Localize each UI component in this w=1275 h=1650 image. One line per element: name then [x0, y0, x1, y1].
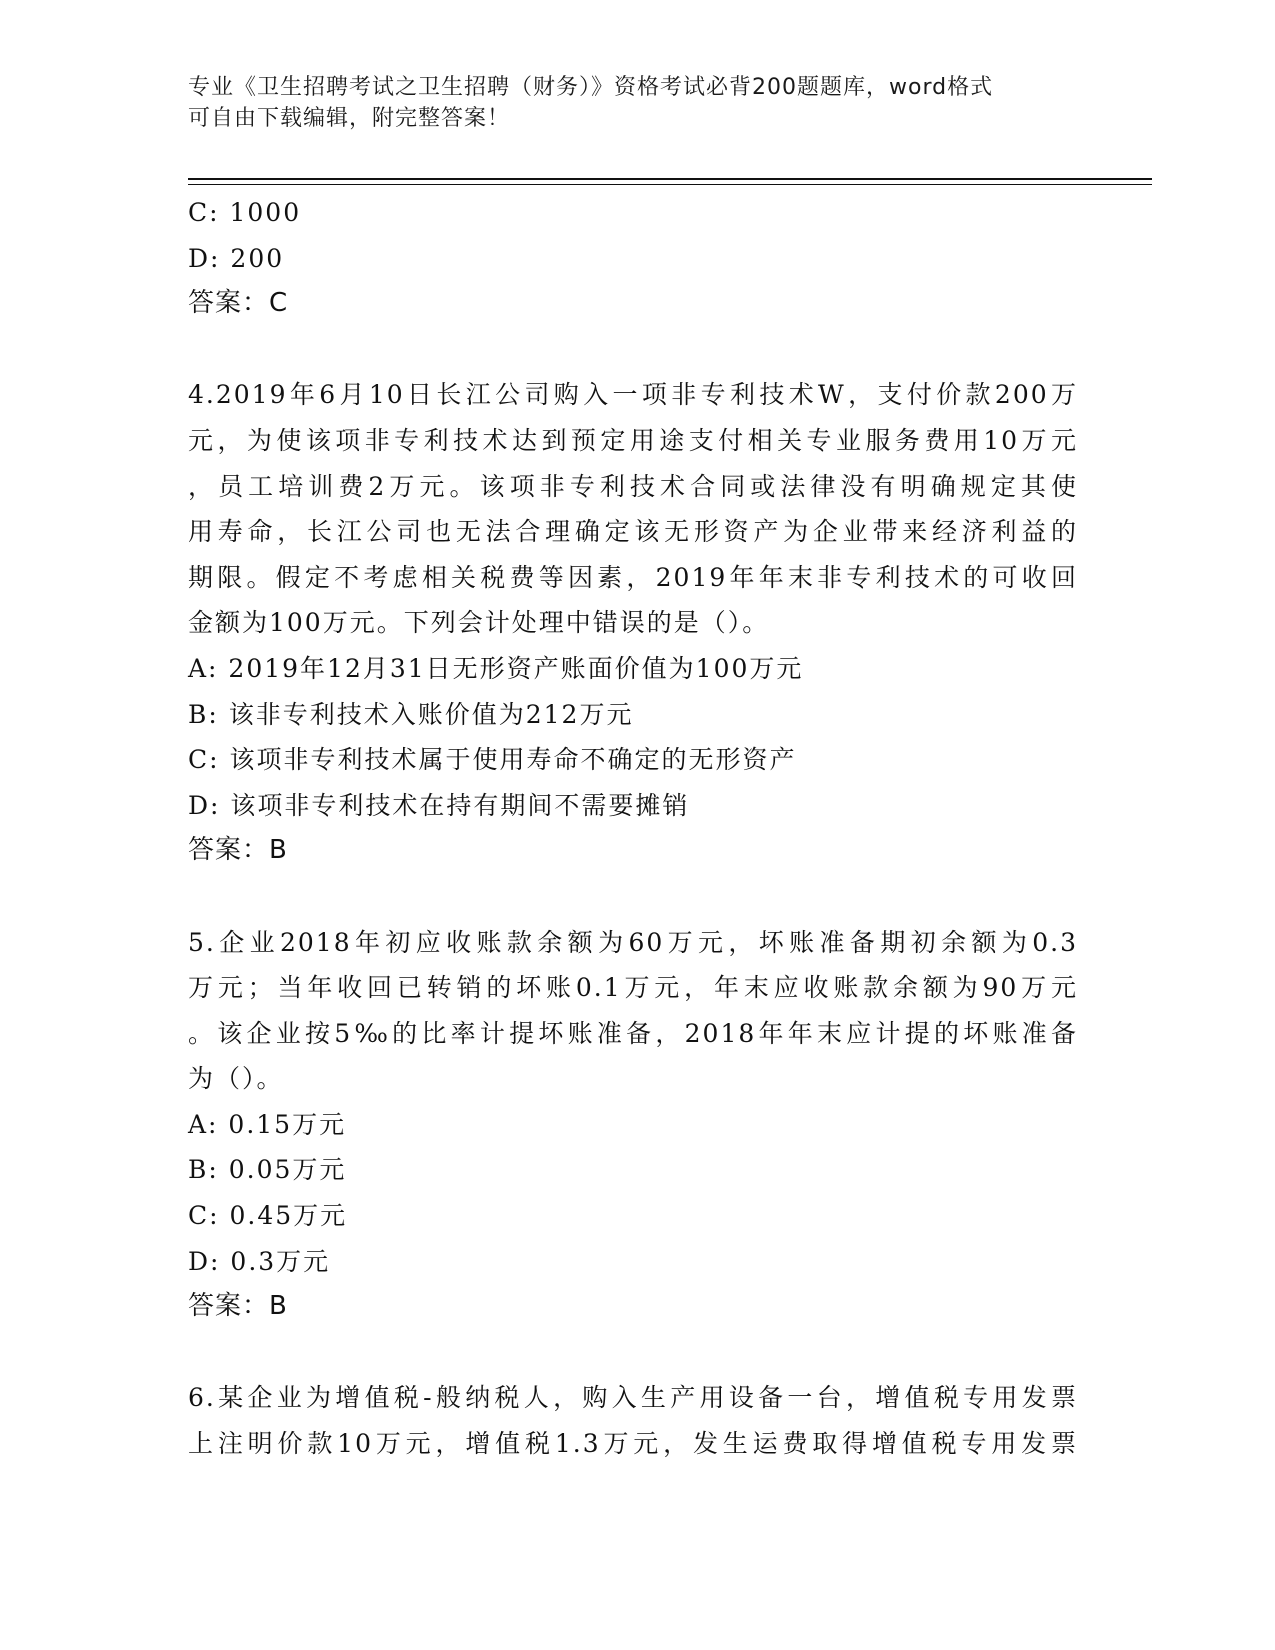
q5-answer: 答案：B [188, 1291, 288, 1322]
q5-stem-line: 万元；当年收回已转销的坏账0.1万元，年末应收账款余额为90万元 [188, 973, 1078, 1003]
q4-stem-line: ，员工培训费2万元。该项非专利技术合同或法律没有明确规定其使 [188, 471, 1078, 501]
q3-option-d: D: 200 [188, 243, 285, 273]
header-line-2: 可自由下载编辑，附完整答案！ [188, 106, 511, 131]
q4-option-d: D: 该项非专利技术在持有期间不需要摊销 [188, 790, 690, 820]
q4-stem-line: 4.2019年6月10日长江公司购入一项非专利技术W，支付价款200万 [188, 380, 1078, 410]
header-divider-thin [188, 184, 1152, 185]
q5-stem-line: 为（）。 [188, 1064, 284, 1094]
q6-stem [188, 1375, 1078, 1466]
header-divider-thick [188, 178, 1152, 180]
q5-stem [188, 920, 1078, 1102]
q4-stem-line: 金额为100万元。下列会计处理中错误的是（）。 [188, 608, 770, 638]
q3-answer: 答案：C [188, 288, 289, 319]
q4-option-c: C: 该项非专利技术属于使用寿命不确定的无形资产 [188, 745, 797, 775]
q5-option-b: B: 0.05万元 [188, 1155, 347, 1185]
q5-option-d: D: 0.3万元 [188, 1246, 331, 1276]
header-line-1: 专业《卫生招聘考试之卫生招聘（财务）》资格考试必背200题题库，word格式 [188, 75, 994, 100]
q4-stem-line: 期限。假定不考虑相关税费等因素，2019年年末非专利技术的可收回 [188, 562, 1078, 592]
q6-stem-line: 上注明价款10万元，增值税1.3万元，发生运费取得增值税专用发票 [188, 1429, 1078, 1459]
q3-option-c: C: 1000 [188, 198, 302, 227]
q5-stem-line: 。该企业按5‰的比率计提坏账准备，2018年年末应计提的坏账准备 [188, 1018, 1078, 1048]
q5-option-a: A: 0.15万元 [188, 1109, 347, 1139]
q5-option-c: C: 0.45万元 [188, 1201, 348, 1231]
spacer [188, 1330, 1078, 1376]
spacer [188, 874, 1078, 920]
document-header [188, 72, 1068, 134]
q4-stem-line: 用寿命，长江公司也无法合理确定该无形资产为企业带来经济利益的 [188, 517, 1078, 547]
q6-stem-line: 6.某企业为增值税-般纳税人，购入生产用设备一台，增值税专用发票 [188, 1383, 1078, 1413]
q4-stem-line: 元，为使该项非专利技术达到预定用途支付相关专业服务费用10万元 [188, 425, 1078, 455]
q4-stem [188, 372, 1078, 646]
q5-stem-line: 5.企业2018年初应收账款余额为60万元，坏账准备期初余额为0.3 [188, 927, 1078, 957]
q4-answer: 答案：B [188, 835, 288, 866]
q4-option-b: B: 该非专利技术入账价值为212万元 [188, 699, 634, 729]
q4-option-a: A: 2019年12月31日无形资产账面价值为100万元 [188, 653, 804, 683]
spacer [188, 327, 1078, 373]
question-content [188, 190, 1078, 1467]
